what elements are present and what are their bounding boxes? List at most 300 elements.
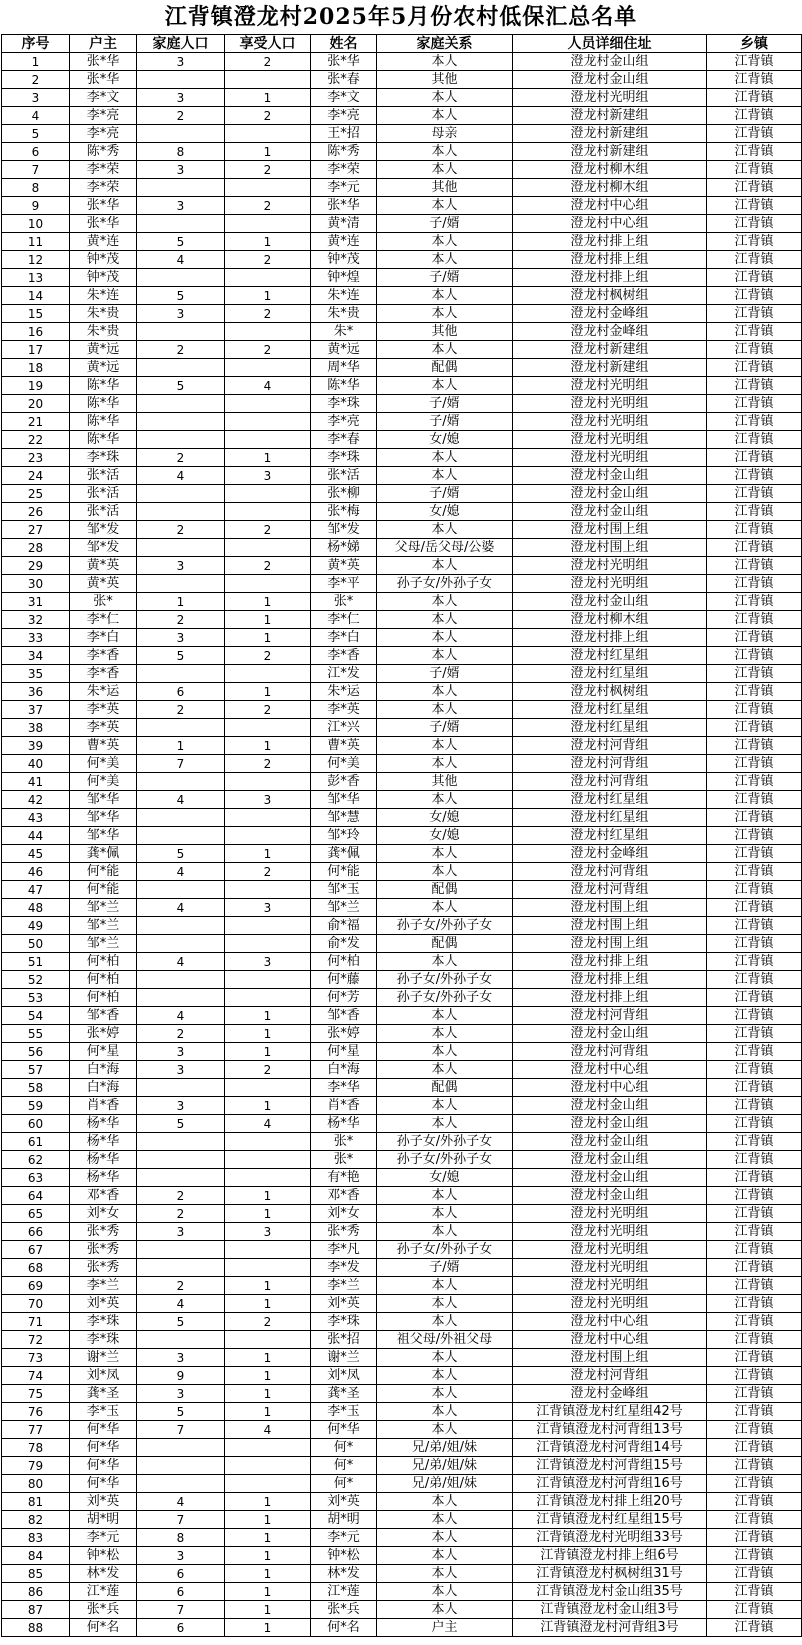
table-row (2, 431, 802, 449)
cell-family-size (137, 395, 225, 413)
cell-index: 11 (2, 233, 70, 251)
cell-householder: 龚*圣 (70, 1385, 137, 1403)
cell-householder: 邹*华 (70, 809, 137, 827)
table-row (2, 1421, 802, 1439)
cell-name: 江*兴 (311, 719, 377, 737)
cell-family-size (137, 1439, 225, 1457)
cell-index: 31 (2, 593, 70, 611)
cell-relation: 配偶 (377, 881, 513, 899)
cell-householder: 李*珠 (70, 449, 137, 467)
cell-index: 21 (2, 413, 70, 431)
cell-family-size: 5 (137, 1313, 225, 1331)
cell-family-size: 7 (137, 1421, 225, 1439)
cell-name: 邹*兰 (311, 899, 377, 917)
cell-householder: 刘*英 (70, 1295, 137, 1313)
cell-beneficiaries (225, 881, 311, 899)
cell-family-size (137, 1457, 225, 1475)
cell-town: 江背镇 (707, 593, 802, 611)
cell-town: 江背镇 (707, 323, 802, 341)
cell-index: 71 (2, 1313, 70, 1331)
cell-householder: 何*美 (70, 773, 137, 791)
cell-relation: 子/婿 (377, 665, 513, 683)
cell-householder: 李*玉 (70, 1403, 137, 1421)
cell-householder: 朱*贵 (70, 323, 137, 341)
cell-family-size: 6 (137, 1619, 225, 1637)
cell-householder: 邓*香 (70, 1187, 137, 1205)
cell-family-size: 2 (137, 1025, 225, 1043)
cell-householder: 胡*明 (70, 1511, 137, 1529)
cell-family-size: 8 (137, 1529, 225, 1547)
cell-name: 李*白 (311, 629, 377, 647)
cell-relation: 本人 (377, 1565, 513, 1583)
cell-town: 江背镇 (707, 71, 802, 89)
table-row (2, 305, 802, 323)
cell-address: 澄龙村光明组 (513, 575, 707, 593)
table-row (2, 1367, 802, 1385)
cell-index: 37 (2, 701, 70, 719)
cell-town: 江背镇 (707, 197, 802, 215)
cell-index: 39 (2, 737, 70, 755)
cell-index: 16 (2, 323, 70, 341)
cell-index: 45 (2, 845, 70, 863)
cell-family-size (137, 179, 225, 197)
cell-relation: 兄/弟/姐/妹 (377, 1475, 513, 1493)
cell-householder: 何*能 (70, 863, 137, 881)
cell-town: 江背镇 (707, 1277, 802, 1295)
cell-family-size (137, 1241, 225, 1259)
cell-town: 江背镇 (707, 269, 802, 287)
cell-index: 73 (2, 1349, 70, 1367)
cell-family-size: 2 (137, 611, 225, 629)
cell-family-size (137, 485, 225, 503)
cell-name: 何*芳 (311, 989, 377, 1007)
cell-town: 江背镇 (707, 1403, 802, 1421)
cell-town: 江背镇 (707, 755, 802, 773)
cell-address: 澄龙村排上组 (513, 629, 707, 647)
cell-name: 江*莲 (311, 1583, 377, 1601)
cell-relation: 本人 (377, 1349, 513, 1367)
table-row (2, 1151, 802, 1169)
cell-index: 5 (2, 125, 70, 143)
cell-name: 俞*发 (311, 935, 377, 953)
cell-address: 澄龙村红星组 (513, 791, 707, 809)
cell-name: 李*亮 (311, 413, 377, 431)
cell-address: 澄龙村红星组 (513, 809, 707, 827)
cell-index: 13 (2, 269, 70, 287)
cell-relation: 本人 (377, 1115, 513, 1133)
cell-index: 55 (2, 1025, 70, 1043)
cell-town: 江背镇 (707, 1205, 802, 1223)
cell-householder: 朱*贵 (70, 305, 137, 323)
cell-name: 李*春 (311, 431, 377, 449)
cell-index: 7 (2, 161, 70, 179)
table-row (2, 1259, 802, 1277)
cell-beneficiaries: 1 (225, 1601, 311, 1619)
cell-beneficiaries (225, 1331, 311, 1349)
cell-index: 67 (2, 1241, 70, 1259)
cell-family-size: 5 (137, 287, 225, 305)
cell-index: 68 (2, 1259, 70, 1277)
cell-town: 江背镇 (707, 413, 802, 431)
cell-name: 钟*松 (311, 1547, 377, 1565)
cell-address: 澄龙村中心组 (513, 1331, 707, 1349)
cell-town: 江背镇 (707, 1115, 802, 1133)
cell-beneficiaries: 2 (225, 53, 311, 71)
table-row (2, 863, 802, 881)
cell-address: 澄龙村光明组 (513, 431, 707, 449)
cell-family-size: 5 (137, 845, 225, 863)
cell-name: 有*艳 (311, 1169, 377, 1187)
cell-relation: 本人 (377, 899, 513, 917)
cell-family-size: 5 (137, 1115, 225, 1133)
cell-relation: 其他 (377, 71, 513, 89)
cell-address: 澄龙村光明组 (513, 1295, 707, 1313)
cell-town: 江背镇 (707, 1079, 802, 1097)
cell-beneficiaries: 2 (225, 1061, 311, 1079)
cell-index: 85 (2, 1565, 70, 1583)
cell-index: 64 (2, 1187, 70, 1205)
cell-address: 澄龙村光明组 (513, 413, 707, 431)
table-row (2, 1187, 802, 1205)
cell-beneficiaries (225, 395, 311, 413)
cell-relation: 父母/岳父母/公婆 (377, 539, 513, 557)
cell-householder: 江*莲 (70, 1583, 137, 1601)
table-row (2, 953, 802, 971)
cell-name: 张*秀 (311, 1223, 377, 1241)
cell-beneficiaries: 3 (225, 899, 311, 917)
cell-beneficiaries: 1 (225, 629, 311, 647)
table-row (2, 1061, 802, 1079)
cell-address: 澄龙村排上组 (513, 971, 707, 989)
cell-beneficiaries (225, 1151, 311, 1169)
cell-beneficiaries: 1 (225, 683, 311, 701)
table-row (2, 557, 802, 575)
cell-beneficiaries: 1 (225, 1493, 311, 1511)
cell-town: 江背镇 (707, 737, 802, 755)
cell-beneficiaries: 1 (225, 1277, 311, 1295)
cell-relation: 本人 (377, 1295, 513, 1313)
cell-town: 江背镇 (707, 809, 802, 827)
cell-address: 澄龙村金山组 (513, 593, 707, 611)
cell-beneficiaries (225, 485, 311, 503)
cell-name: 邹*发 (311, 521, 377, 539)
cell-town: 江背镇 (707, 827, 802, 845)
cell-beneficiaries: 1 (225, 845, 311, 863)
cell-householder: 邹*华 (70, 791, 137, 809)
cell-town: 江背镇 (707, 179, 802, 197)
cell-town: 江背镇 (707, 1187, 802, 1205)
cell-family-size: 3 (137, 53, 225, 71)
cell-relation: 本人 (377, 1367, 513, 1385)
cell-family-size (137, 431, 225, 449)
cell-beneficiaries (225, 575, 311, 593)
cell-householder: 黄*连 (70, 233, 137, 251)
header-address: 人员详细住址 (513, 35, 707, 53)
cell-householder: 邹*发 (70, 539, 137, 557)
cell-name: 陈*华 (311, 377, 377, 395)
cell-relation: 本人 (377, 377, 513, 395)
table-body (2, 53, 802, 1637)
table-row (2, 413, 802, 431)
cell-name: 李*珠 (311, 1313, 377, 1331)
cell-beneficiaries (225, 503, 311, 521)
cell-family-size: 6 (137, 1565, 225, 1583)
cell-householder: 邹*兰 (70, 935, 137, 953)
cell-family-size: 3 (137, 1223, 225, 1241)
cell-beneficiaries: 1 (225, 1205, 311, 1223)
cell-address: 澄龙村中心组 (513, 1079, 707, 1097)
cell-family-size (137, 1475, 225, 1493)
cell-town: 江背镇 (707, 1583, 802, 1601)
cell-name: 李*文 (311, 89, 377, 107)
cell-householder: 何*柏 (70, 989, 137, 1007)
cell-householder: 刘*凤 (70, 1367, 137, 1385)
cell-householder: 何*华 (70, 1439, 137, 1457)
cell-relation: 本人 (377, 755, 513, 773)
table-row (2, 1241, 802, 1259)
cell-relation: 孙子女/外孙子女 (377, 1241, 513, 1259)
cell-index: 78 (2, 1439, 70, 1457)
cell-beneficiaries: 1 (225, 1403, 311, 1421)
cell-address: 澄龙村金山组 (513, 485, 707, 503)
cell-family-size (137, 989, 225, 1007)
cell-relation: 本人 (377, 647, 513, 665)
cell-index: 47 (2, 881, 70, 899)
table-row (2, 1619, 802, 1637)
cell-householder: 黄*远 (70, 341, 137, 359)
cell-address: 澄龙村红星组 (513, 701, 707, 719)
cell-relation: 本人 (377, 521, 513, 539)
cell-index: 18 (2, 359, 70, 377)
cell-town: 江背镇 (707, 1493, 802, 1511)
cell-relation: 户主 (377, 1619, 513, 1637)
cell-name: 张*招 (311, 1331, 377, 1349)
cell-name: 李*英 (311, 701, 377, 719)
cell-name: 杨*娣 (311, 539, 377, 557)
cell-family-size: 4 (137, 899, 225, 917)
cell-address: 江背镇澄龙村金山组35号 (513, 1583, 707, 1601)
cell-beneficiaries: 1 (225, 1385, 311, 1403)
cell-address: 澄龙村河背组 (513, 755, 707, 773)
cell-family-size: 3 (137, 89, 225, 107)
cell-relation: 女/媳 (377, 431, 513, 449)
cell-beneficiaries: 3 (225, 467, 311, 485)
cell-address: 澄龙村中心组 (513, 197, 707, 215)
cell-relation: 本人 (377, 1025, 513, 1043)
cell-householder: 白*海 (70, 1061, 137, 1079)
cell-beneficiaries: 2 (225, 341, 311, 359)
header-row (2, 35, 802, 53)
cell-address: 澄龙村光明组 (513, 449, 707, 467)
cell-householder: 张*兵 (70, 1601, 137, 1619)
cell-town: 江背镇 (707, 251, 802, 269)
cell-town: 江背镇 (707, 1007, 802, 1025)
cell-address: 澄龙村河背组 (513, 881, 707, 899)
cell-family-size: 3 (137, 557, 225, 575)
cell-index: 87 (2, 1601, 70, 1619)
cell-householder: 张*秀 (70, 1241, 137, 1259)
cell-address: 澄龙村排上组 (513, 233, 707, 251)
cell-index: 44 (2, 827, 70, 845)
cell-relation: 本人 (377, 1385, 513, 1403)
cell-index: 74 (2, 1367, 70, 1385)
cell-address: 澄龙村排上组 (513, 953, 707, 971)
cell-relation: 兄/弟/姐/妹 (377, 1439, 513, 1457)
cell-family-size: 3 (137, 1097, 225, 1115)
cell-index: 23 (2, 449, 70, 467)
cell-town: 江背镇 (707, 719, 802, 737)
cell-address: 澄龙村中心组 (513, 1313, 707, 1331)
cell-family-size: 3 (137, 1349, 225, 1367)
cell-householder: 邹*香 (70, 1007, 137, 1025)
cell-address: 江背镇澄龙村排上组6号 (513, 1547, 707, 1565)
cell-relation: 子/婿 (377, 1259, 513, 1277)
cell-family-size: 3 (137, 1043, 225, 1061)
cell-beneficiaries: 1 (225, 1619, 311, 1637)
cell-family-size: 3 (137, 629, 225, 647)
cell-householder: 黄*英 (70, 575, 137, 593)
cell-relation: 本人 (377, 1205, 513, 1223)
cell-index: 57 (2, 1061, 70, 1079)
cell-relation: 本人 (377, 863, 513, 881)
cell-family-size (137, 359, 225, 377)
cell-address: 澄龙村金山组 (513, 1151, 707, 1169)
cell-index: 88 (2, 1619, 70, 1637)
cell-householder: 李*香 (70, 665, 137, 683)
cell-index: 75 (2, 1385, 70, 1403)
cell-name: 何*名 (311, 1619, 377, 1637)
cell-name: 江*发 (311, 665, 377, 683)
cell-relation: 其他 (377, 179, 513, 197)
cell-name: 李*元 (311, 179, 377, 197)
cell-relation: 本人 (377, 1223, 513, 1241)
table-row (2, 809, 802, 827)
cell-name: 王*招 (311, 125, 377, 143)
cell-town: 江背镇 (707, 575, 802, 593)
cell-householder: 李*白 (70, 629, 137, 647)
cell-relation: 本人 (377, 197, 513, 215)
header-relation: 家庭关系 (377, 35, 513, 53)
cell-address: 澄龙村围上组 (513, 539, 707, 557)
cell-relation: 本人 (377, 1529, 513, 1547)
cell-name: 何*能 (311, 863, 377, 881)
cell-index: 20 (2, 395, 70, 413)
cell-town: 江背镇 (707, 305, 802, 323)
table-row (2, 1025, 802, 1043)
table-row (2, 917, 802, 935)
cell-address: 澄龙村围上组 (513, 521, 707, 539)
cell-index: 59 (2, 1097, 70, 1115)
cell-relation: 本人 (377, 305, 513, 323)
cell-town: 江背镇 (707, 1097, 802, 1115)
cell-name: 何*华 (311, 1421, 377, 1439)
cell-family-size: 5 (137, 1403, 225, 1421)
cell-address: 澄龙村排上组 (513, 269, 707, 287)
cell-relation: 本人 (377, 287, 513, 305)
cell-family-size: 7 (137, 1511, 225, 1529)
cell-householder: 张*华 (70, 197, 137, 215)
cell-householder: 李*英 (70, 719, 137, 737)
cell-beneficiaries: 4 (225, 1421, 311, 1439)
cell-address: 澄龙村新建组 (513, 341, 707, 359)
table-row (2, 251, 802, 269)
cell-name: 何*藤 (311, 971, 377, 989)
table-row (2, 197, 802, 215)
cell-name: 张*华 (311, 197, 377, 215)
cell-householder: 李*荣 (70, 179, 137, 197)
cell-name: 龚*圣 (311, 1385, 377, 1403)
cell-relation: 子/婿 (377, 215, 513, 233)
cell-householder: 张*华 (70, 71, 137, 89)
cell-beneficiaries: 1 (225, 449, 311, 467)
cell-householder: 陈*华 (70, 377, 137, 395)
cell-beneficiaries (225, 665, 311, 683)
cell-index: 8 (2, 179, 70, 197)
cell-name: 李*珠 (311, 449, 377, 467)
cell-relation: 本人 (377, 1421, 513, 1439)
cell-householder: 张*婷 (70, 1025, 137, 1043)
cell-beneficiaries (225, 323, 311, 341)
cell-relation: 本人 (377, 1187, 513, 1205)
cell-relation: 配偶 (377, 1079, 513, 1097)
table-row (2, 1529, 802, 1547)
cell-town: 江背镇 (707, 539, 802, 557)
cell-family-size: 2 (137, 1277, 225, 1295)
cell-town: 江背镇 (707, 125, 802, 143)
cell-beneficiaries: 2 (225, 107, 311, 125)
cell-beneficiaries: 1 (225, 1097, 311, 1115)
cell-town: 江背镇 (707, 1061, 802, 1079)
header-town: 乡镇 (707, 35, 802, 53)
cell-index: 61 (2, 1133, 70, 1151)
table-row (2, 1547, 802, 1565)
cell-beneficiaries: 1 (225, 1529, 311, 1547)
cell-address: 澄龙村金峰组 (513, 323, 707, 341)
table-row (2, 1295, 802, 1313)
cell-relation: 本人 (377, 53, 513, 71)
table-row (2, 269, 802, 287)
cell-family-size: 4 (137, 1295, 225, 1313)
cell-index: 76 (2, 1403, 70, 1421)
table-row (2, 881, 802, 899)
cell-relation: 本人 (377, 1061, 513, 1079)
cell-relation: 本人 (377, 1277, 513, 1295)
cell-relation: 孙子女/外孙子女 (377, 575, 513, 593)
cell-address: 澄龙村河背组 (513, 1367, 707, 1385)
cell-name: 张* (311, 1151, 377, 1169)
cell-town: 江背镇 (707, 1313, 802, 1331)
cell-address: 澄龙村河背组 (513, 863, 707, 881)
cell-address: 澄龙村红星组 (513, 719, 707, 737)
cell-name: 邹*华 (311, 791, 377, 809)
cell-householder: 陈*华 (70, 395, 137, 413)
cell-householder: 何*柏 (70, 971, 137, 989)
cell-relation: 本人 (377, 1583, 513, 1601)
cell-householder: 张*秀 (70, 1259, 137, 1277)
cell-relation: 本人 (377, 143, 513, 161)
cell-relation: 本人 (377, 467, 513, 485)
table-row (2, 1601, 802, 1619)
cell-householder: 朱*运 (70, 683, 137, 701)
cell-beneficiaries (225, 1079, 311, 1097)
cell-name: 曹*英 (311, 737, 377, 755)
cell-beneficiaries: 2 (225, 521, 311, 539)
cell-address: 澄龙村金山组 (513, 1115, 707, 1133)
cell-address: 澄龙村排上组 (513, 989, 707, 1007)
table-row (2, 1331, 802, 1349)
cell-beneficiaries: 1 (225, 1511, 311, 1529)
cell-family-size (137, 1133, 225, 1151)
